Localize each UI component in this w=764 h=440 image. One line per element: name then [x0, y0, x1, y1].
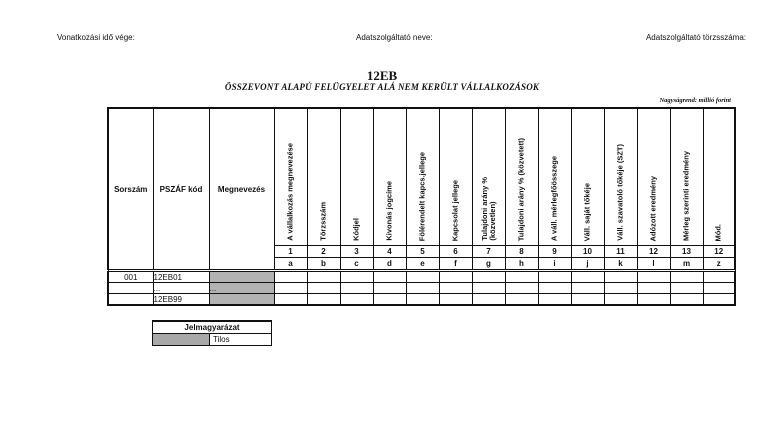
legend-label-forbidden: Tilos [210, 334, 272, 346]
col-letter: d [373, 258, 406, 270]
col-header-folerendelt-kapcs: Fölérendelt kapcs.jellege [406, 108, 439, 246]
data-cell[interactable] [307, 294, 340, 306]
data-cell[interactable] [373, 294, 406, 306]
data-cell[interactable] [439, 272, 472, 283]
data-cell[interactable] [571, 283, 604, 294]
col-letter: i [538, 258, 571, 270]
data-cell[interactable] [274, 283, 307, 294]
provider-name-label: Adatszolgáltató neve: [356, 33, 433, 42]
data-cell[interactable] [373, 283, 406, 294]
col-header-tulajdoni-kozvetlen: Tulajdoni arány % (közvetlen) [472, 108, 505, 246]
data-cell[interactable] [670, 272, 703, 283]
col-header-kodjel: Kódjel [340, 108, 373, 246]
data-cell[interactable] [505, 272, 538, 283]
col-letter: z [703, 258, 735, 270]
col-letter: m [670, 258, 703, 270]
col-letter: f [439, 258, 472, 270]
data-cell[interactable] [637, 283, 670, 294]
col-header-pszaf-kod: PSZÁF kód [153, 108, 209, 270]
col-number: 6 [439, 246, 472, 258]
col-number: 12 [637, 246, 670, 258]
form-title: ÖSSZEVONT ALAPÚ FELÜGYELET ALÁ NEM KERÜLT VÁLLALKOZÁSOK [224, 82, 540, 92]
unit-note: Nagyságrend: millió forint [659, 97, 731, 104]
col-letter: k [604, 258, 637, 270]
row-number-cell [108, 294, 153, 306]
col-number: 5 [406, 246, 439, 258]
col-letter: e [406, 258, 439, 270]
data-cell[interactable] [703, 294, 735, 306]
row-number-cell [108, 283, 153, 294]
legend-title: Jelmagyarázat [153, 321, 272, 334]
pszaf-code-cell: ... [153, 283, 209, 294]
pszaf-code-cell: 12EB99 [153, 294, 209, 306]
col-header-megnevezes: Megnevezés [209, 108, 274, 270]
col-number: 9 [538, 246, 571, 258]
col-header-vallalkozas-megnevezese: A vállalkozás megnevezése [274, 108, 307, 246]
data-cell[interactable] [406, 272, 439, 283]
data-cell[interactable] [637, 294, 670, 306]
col-letter: h [505, 258, 538, 270]
col-number: 4 [373, 246, 406, 258]
col-header-kivonas-jogcime: Kivonás jogcíme [373, 108, 406, 246]
provider-id-label: Adatszolgáltató törzsszáma: [645, 33, 746, 42]
data-cell[interactable] [274, 294, 307, 306]
data-cell[interactable] [505, 283, 538, 294]
col-header-adozott-eredmeny: Adózott eredmény [637, 108, 670, 246]
row-number-cell: 001 [108, 272, 153, 283]
col-header-torzsszam: Törzsszám [307, 108, 340, 246]
data-cell[interactable] [406, 294, 439, 306]
col-number: 3 [340, 246, 373, 258]
pszaf-code-cell: 12EB01 [153, 272, 209, 283]
data-cell[interactable] [703, 272, 735, 283]
data-cell[interactable] [340, 294, 373, 306]
main-table [107, 107, 736, 306]
data-cell[interactable] [571, 294, 604, 306]
name-cell-disabled [209, 272, 274, 283]
data-cell[interactable] [604, 294, 637, 306]
col-header-kapcsolat-jellege: Kapcsolat jellege [439, 108, 472, 246]
name-cell-disabled [209, 294, 274, 306]
col-header-sorszam: Sorszám [108, 108, 153, 270]
data-cell[interactable] [439, 283, 472, 294]
data-cell[interactable] [571, 272, 604, 283]
data-cell[interactable] [307, 283, 340, 294]
col-header-tulajdoni-kozvetett: Tulajdoni arány % (közvetett) [505, 108, 538, 246]
legend [152, 320, 272, 346]
col-number: 8 [505, 246, 538, 258]
data-cell[interactable] [472, 294, 505, 306]
data-cell[interactable] [604, 272, 637, 283]
data-cell[interactable] [340, 272, 373, 283]
col-number: 2 [307, 246, 340, 258]
table-row [108, 283, 735, 294]
data-cell[interactable] [538, 272, 571, 283]
data-cell[interactable] [505, 294, 538, 306]
col-number: 11 [604, 246, 637, 258]
table-row [108, 294, 735, 306]
col-letter: a [274, 258, 307, 270]
legend-swatch-forbidden [153, 334, 210, 346]
name-cell-disabled: ... [209, 283, 274, 294]
table-row [108, 272, 735, 283]
col-number: 10 [571, 246, 604, 258]
col-header-szavatolo-toke: Váll. szavatoló tőkéje (SZT) [604, 108, 637, 246]
data-cell[interactable] [604, 283, 637, 294]
data-cell[interactable] [538, 294, 571, 306]
data-cell[interactable] [274, 272, 307, 283]
data-cell[interactable] [307, 272, 340, 283]
data-cell[interactable] [439, 294, 472, 306]
data-cell[interactable] [373, 272, 406, 283]
col-number: 13 [670, 246, 703, 258]
data-cell[interactable] [340, 283, 373, 294]
col-letter: b [307, 258, 340, 270]
col-letter: l [637, 258, 670, 270]
col-letter: c [340, 258, 373, 270]
data-cell[interactable] [670, 283, 703, 294]
col-header-merleg-szerinti-eredmeny: Mérleg szerinti eredmény [670, 108, 703, 246]
col-number: 7 [472, 246, 505, 258]
data-cell[interactable] [703, 283, 735, 294]
reference-period-label: Vonatkozási idő vége: [57, 33, 135, 42]
col-number: 12 [703, 246, 735, 258]
data-cell[interactable] [538, 283, 571, 294]
col-letter: g [472, 258, 505, 270]
data-cell[interactable] [406, 283, 439, 294]
data-cell[interactable] [637, 272, 670, 283]
data-cell[interactable] [472, 283, 505, 294]
data-cell[interactable] [472, 272, 505, 283]
col-header-sajat-toke: Váll. saját tőkéje [571, 108, 604, 246]
header-row [108, 108, 735, 246]
col-header-merlegfoosszeg: A váll. mérlegfőösszege [538, 108, 571, 246]
col-number: 1 [274, 246, 307, 258]
col-header-mod: Mód. [703, 108, 735, 246]
form-code: 12EB [366, 68, 398, 83]
data-cell[interactable] [670, 294, 703, 306]
col-letter: j [571, 258, 604, 270]
